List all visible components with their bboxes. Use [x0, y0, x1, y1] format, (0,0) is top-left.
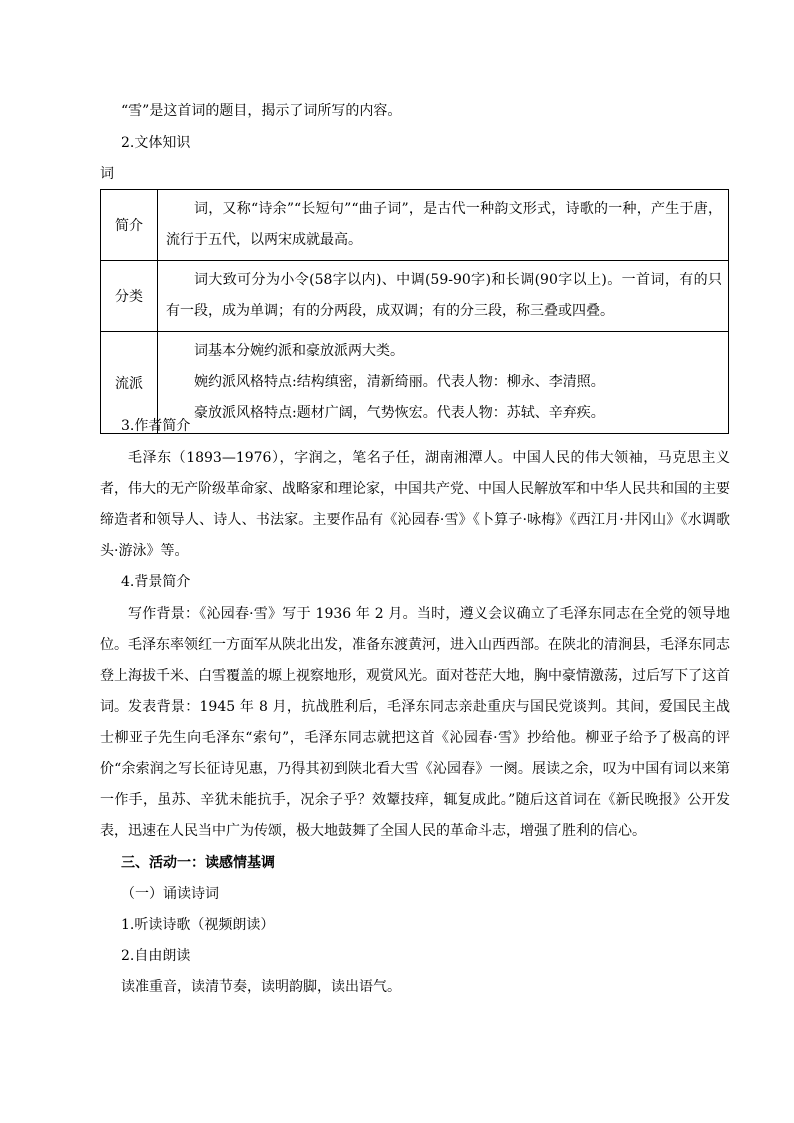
- table-cell-text: 婉约派风格特点:结构缜密，清新绮丽。代表人物：柳永、李清照。: [194, 374, 605, 390]
- activity-sub: （一）诵读诗词: [121, 886, 219, 902]
- table-cell-text: 词大致可分为小令(58字以内)、中调(59-90字)和长调(90字以上)。一首词，有的只有一段，成为单调；有的分两段，成双调；有的分三段，称三叠或四叠。: [166, 272, 722, 319]
- section3-heading: 3.作者简介: [121, 418, 191, 434]
- intro-line: “雪”是这首词的题目，揭示了词所写的内容。: [121, 103, 402, 119]
- table-label: 流派: [101, 332, 158, 434]
- activity-heading: 三、活动一：读感情基调: [121, 855, 275, 871]
- writing-background: 写作背景：《沁园春·雪》写于 1936 年 2 月。当时，遵义会议确立了毛泽东同志在全党的领导地位。毛泽东率领红一方面军从陕北出发，准备东渡黄河，进入山西西部。在陕北的清涧县，毛泽东同志登上海拔千米、白雪覆盖的塬上视察地形，观赏风光。面对苍茫大地，胸中豪情激荡，过后写下了这首词。: [100, 606, 730, 715]
- table-cell-text: 豪放派风格特点:题材广阔，气势恢宏。代表人物：苏轼、辛弃疾。: [194, 405, 605, 421]
- table-row: [101, 261, 729, 332]
- activity-item2-text: 读准重音，读清节奏，读明韵脚，读出语气。: [121, 979, 401, 995]
- table-label: 简介: [101, 190, 158, 261]
- table-cell-text: 词，又称“诗余”“长短句”“曲子词”，是古代一种韵文形式，诗歌的一种，产生于唐，流行于五代，以两宋成就最高。: [166, 201, 722, 248]
- section4-heading: 4.背景简介: [121, 574, 191, 590]
- table-cell: [158, 190, 729, 261]
- table-label: 分类: [101, 261, 158, 332]
- table-row: [101, 190, 729, 261]
- genre-table: [100, 189, 729, 434]
- table-cell-text: 词基本分婉约派和豪放派两大类。: [194, 343, 404, 359]
- publishing-background: 发表背景：1945 年 8 月，抗战胜利后，毛泽东同志亲赴重庆与国民党谈判。其间，爱国民主战士柳亚子先生向毛泽东“索句”，毛泽东同志就把这首《沁园春·雪》抄给他。柳亚子给予了极高的评价“余索润之写长征诗见惠，乃得其初到陕北看大雪《沁园春》一阕。展读之余，叹为中国有词以来第一作手，虽苏、辛犹未能抗手，况余子乎？效颦技痒，辄复成此。”随后这首词在《新民晚报》公开发表，迅速在人民当中广为传颂，极大地鼓舞了全国人民的革命斗志，增强了胜利的信心。: [100, 699, 730, 839]
- activity-item1: 1.听读诗歌（视频朗读）: [121, 917, 275, 933]
- table-cell: [158, 261, 729, 332]
- author-paragraph: 毛泽东（1893—1976），字润之，笔名子任，湖南湘潭人。中国人民的伟大领袖，马克思主义者，伟大的无产阶级革命家、战略家和理论家，中国共产党、中国人民解放军和中华人民共和国的主要缔造者和领导人、诗人、书法家。主要作品有《沁园春·雪》《卜算子·咏梅》《西江月·井冈山》《水调歌头·游泳》等。: [100, 450, 730, 559]
- section2-subject: 词: [100, 166, 114, 182]
- section2-heading: 2.文体知识: [121, 135, 191, 151]
- activity-item2: 2.自由朗读: [121, 948, 191, 964]
